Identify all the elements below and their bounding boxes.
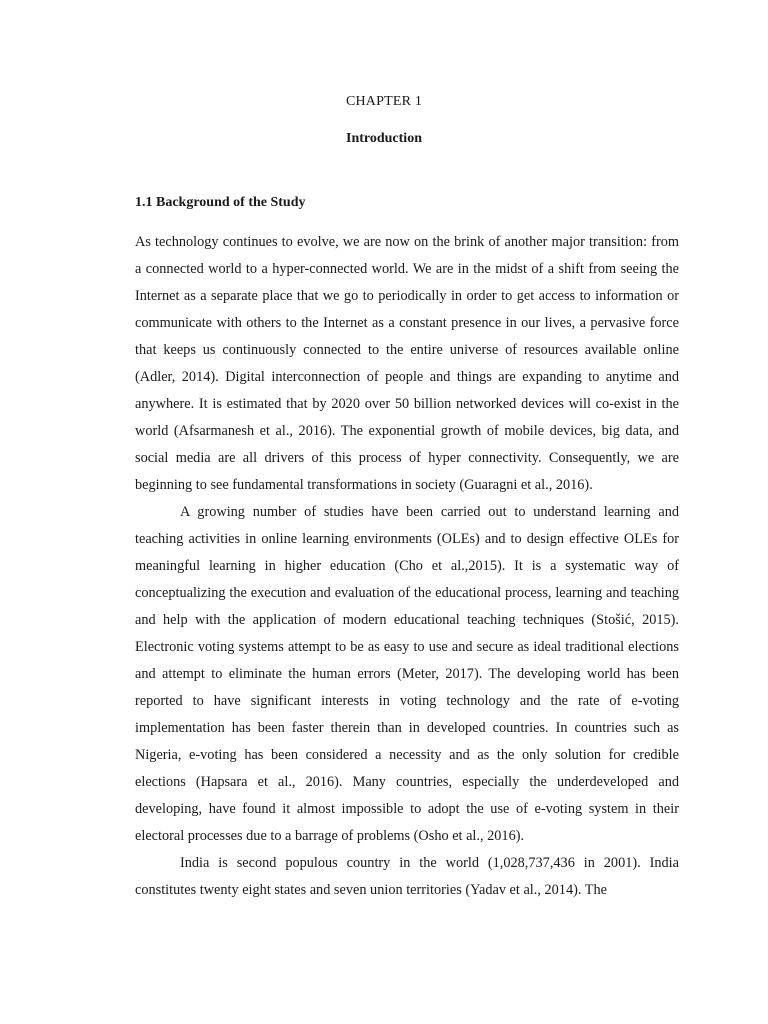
body-text xyxy=(135,229,679,904)
paragraph: India is second populous country in the world (1,028,737,436 in 2001). India constitutes twenty eight states and seven union territories (Yadav et al., 2014). The xyxy=(135,855,679,898)
section-heading: 1.1 Background of the Study xyxy=(135,195,306,210)
chapter-title: Introduction xyxy=(346,131,422,146)
paragraph: As technology continues to evolve, we are now on the brink of another major transition: from a connected world to a hyper-connected world. We are in the midst of a shift from seeing the Internet as a separate place that we go to periodically in order to get access to information or communicate with others to the Internet as a constant presence in our lives, a pervasive force that keeps us continuously connected to the entire universe of resources available online (Adler, 2014). Digital interconnection of people and things are expanding to anytime and anywhere. It is estimated that by 2020 over 50 billion networked devices will co-exist in the world (Afsarmanesh et al., 2016). The exponential growth of mobile devices, big data, and social media are all drivers of this process of hyper connectivity. Consequently, we are beginning to see fundamental transformations in society (Guaragni et al., 2016). xyxy=(135,234,679,493)
paragraph: A growing number of studies have been carried out to understand learning and teaching activities in online learning environments (OLEs) and to design effective OLEs for meaningful learning in higher education (Cho et al.,2015). It is a systematic way of conceptualizing the execution and evaluation of the educational process, learning and teaching and help with the application of modern educational teaching techniques (Stošić, 2015). Electronic voting systems attempt to be as easy to use and secure as ideal traditional elections and attempt to eliminate the human errors (Meter, 2017). The developing world has been reported to have significant interests in voting technology and the rate of e-voting implementation has been faster therein than in developed countries. In countries such as Nigeria, e-voting has been considered a necessity and as the only solution for credible elections (Hapsara et al., 2016). Many countries, especially the underdeveloped and developing, have found it almost impossible to adopt the use of e-voting system in their electoral processes due to a barrage of problems (Osho et al., 2016). xyxy=(135,504,679,844)
chapter-label: CHAPTER 1 xyxy=(345,94,423,109)
